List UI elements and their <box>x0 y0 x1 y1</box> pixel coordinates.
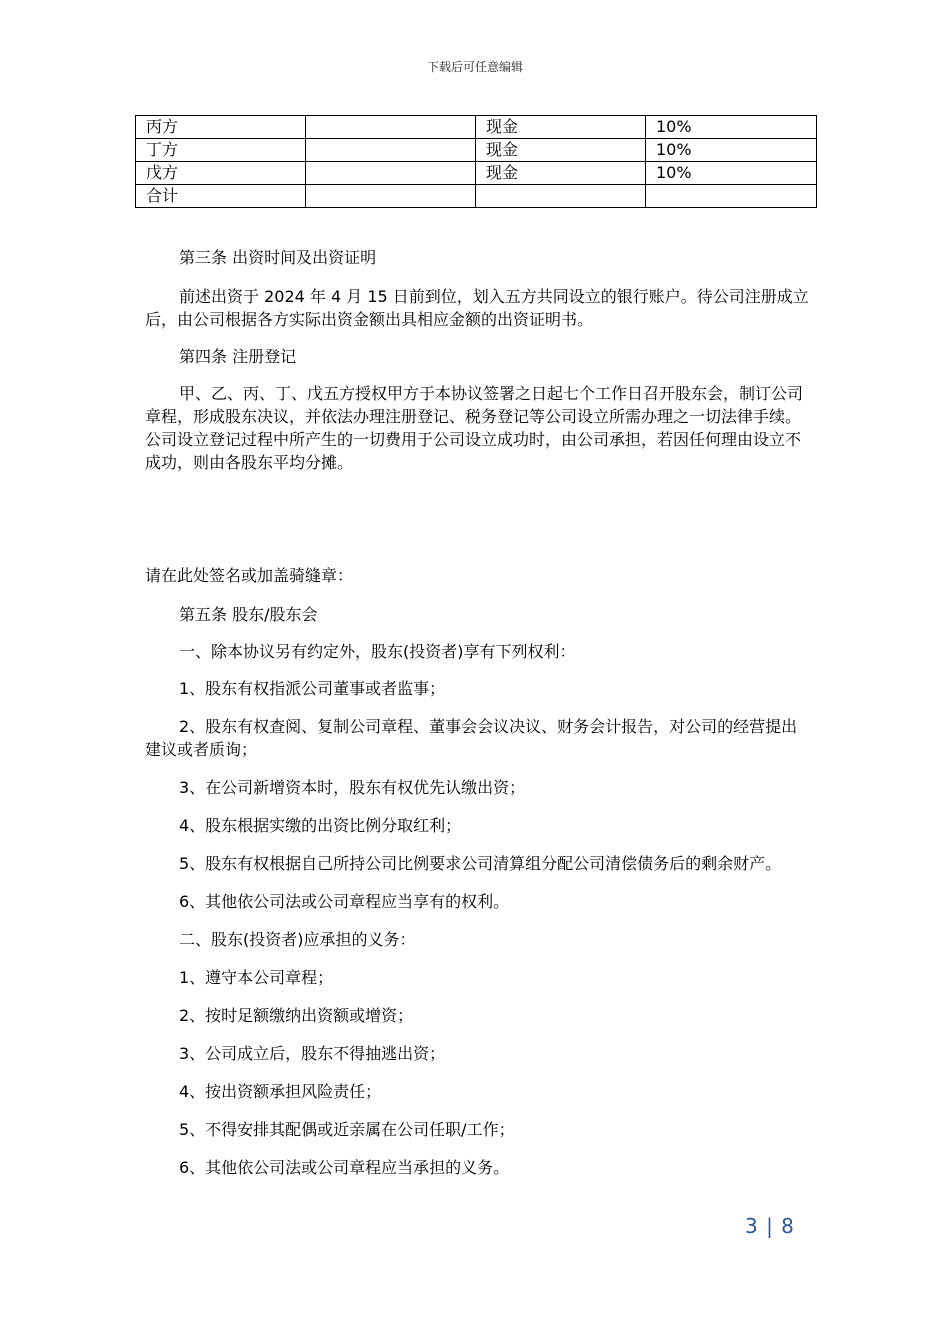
amount-cell <box>306 185 476 208</box>
total-label-cell: 合计 <box>136 185 306 208</box>
duties-item: 6、其他依公司法或公司章程应当承担的义务。 <box>179 1158 510 1177</box>
article-3-title: 第三条 出资时间及出资证明 <box>179 248 377 267</box>
rights-item: 2、股东有权查阅、复制公司章程、董事会会议决议、财务会计报告，对公司的经营提出建议或者质询； <box>145 717 798 759</box>
party-cell: 丁方 <box>136 139 306 162</box>
amount-cell <box>306 139 476 162</box>
rights-item: 4、股东根据实缴的出资比例分取红利； <box>179 816 462 835</box>
rights-item: 5、股东有权根据自己所持公司比例要求公司清算组分配公司清偿债务后的剩余财产。 <box>179 854 782 873</box>
duties-item: 1、遵守本公司章程； <box>179 968 334 987</box>
table-row <box>136 116 817 139</box>
method-cell: 现金 <box>476 116 646 139</box>
table-row <box>136 162 817 185</box>
rights-item: 1、股东有权指派公司董事或者监事； <box>179 679 446 698</box>
page-number: 3 | 8 <box>745 1214 795 1238</box>
ratio-cell <box>646 185 817 208</box>
method-cell: 现金 <box>476 139 646 162</box>
rights-heading: 一、除本协议另有约定外，股东(投资者)享有下列权利： <box>179 642 576 661</box>
duties-item: 4、按出资额承担风险责任； <box>179 1082 382 1101</box>
amount-cell <box>306 116 476 139</box>
party-cell: 戊方 <box>136 162 306 185</box>
header-note: 下载后可任意编辑 <box>426 60 523 74</box>
article-3-body: 前述出资于 2024 年 4 月 15 日前到位，划入五方共同设立的银行账户。待公司注册成立后，由公司根据各方实际出资金额出具相应金额的出资证明书。 <box>145 287 809 329</box>
duties-item: 3、公司成立后，股东不得抽逃出资； <box>179 1044 446 1063</box>
ratio-cell: 10% <box>646 139 817 162</box>
capital-contribution-table <box>135 115 817 208</box>
method-cell: 现金 <box>476 162 646 185</box>
table-row-total <box>136 185 817 208</box>
duties-item: 2、按时足额缴纳出资额或增资； <box>179 1006 414 1025</box>
article-4-body: 甲、乙、丙、丁、戊五方授权甲方于本协议签署之日起七个工作日召开股东会，制订公司章程，形成股东决议，并依法办理注册登记、税务登记等公司设立所需办理之一切法律手续。公司设立登记过程中所产生的一切费用于公司设立成功时，由公司承担，若因任何理由设立不成功，则由各股东平均分摊。 <box>145 384 804 472</box>
signature-prompt: 请在此处签名或加盖骑缝章： <box>145 566 354 585</box>
ratio-cell: 10% <box>646 162 817 185</box>
duties-heading: 二、股东(投资者)应承担的义务： <box>179 930 416 949</box>
ratio-cell: 10% <box>646 116 817 139</box>
rights-item: 6、其他依公司法或公司章程应当享有的权利。 <box>179 892 510 911</box>
method-cell <box>476 185 646 208</box>
duties-item: 5、不得安排其配偶或近亲属在公司任职/工作； <box>179 1120 515 1139</box>
table-row <box>136 139 817 162</box>
article-5-title: 第五条 股东/股东会 <box>179 605 318 624</box>
article-4-title: 第四条 注册登记 <box>179 347 297 366</box>
amount-cell <box>306 162 476 185</box>
party-cell: 丙方 <box>136 116 306 139</box>
rights-item: 3、在公司新增资本时，股东有权优先认缴出资； <box>179 778 526 797</box>
